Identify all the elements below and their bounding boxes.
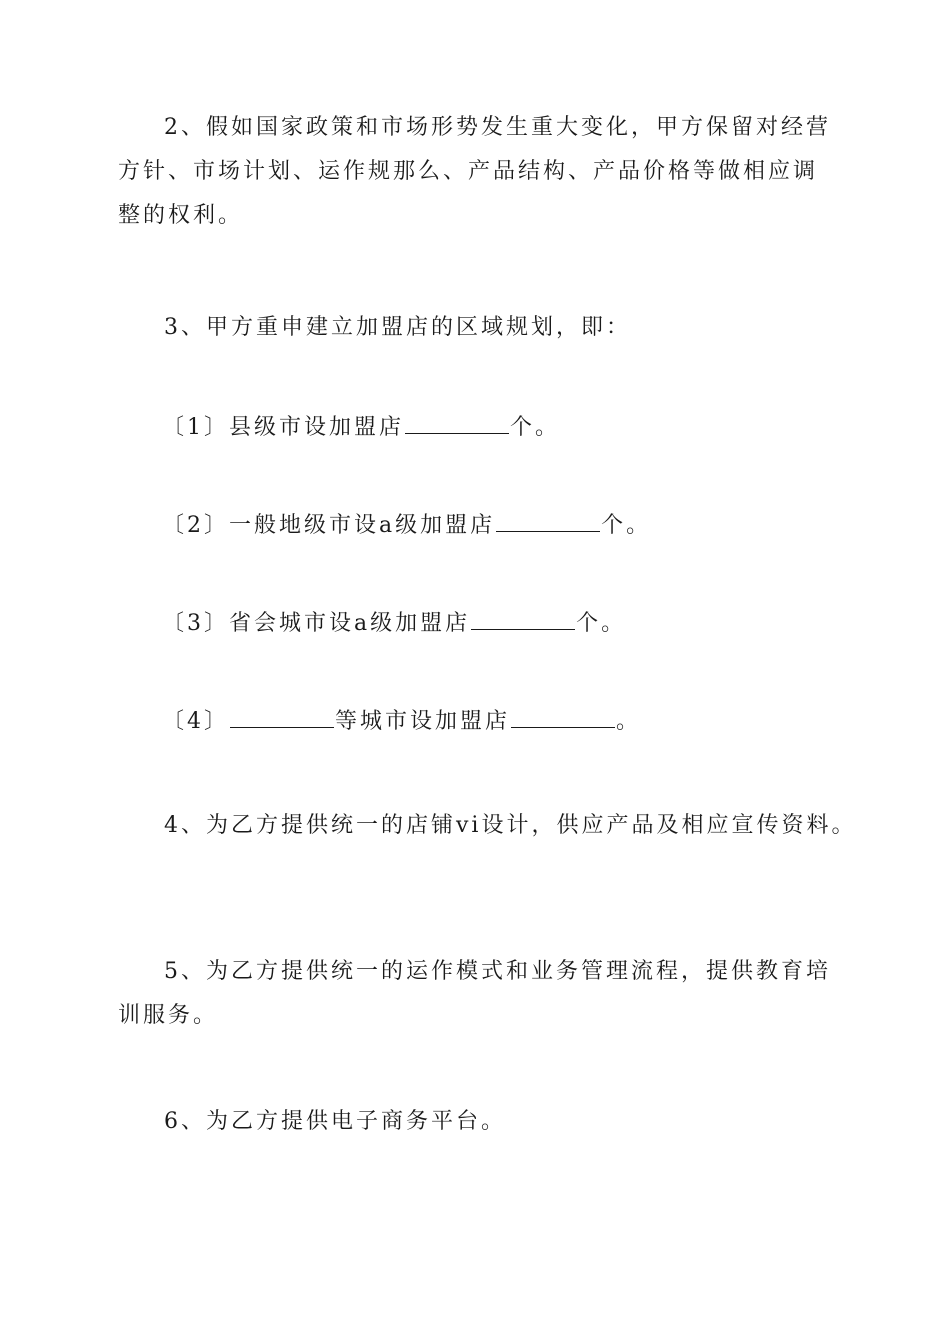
fill-blank [496,505,600,532]
fill-blank [471,603,575,630]
clause-5-text: 5、为乙方提供统一的运作模式和业务管理流程，提供教育培训服务。 [118,959,831,1028]
clause-2 [118,106,838,238]
fill-blank [405,407,509,434]
region-item-1: 〔1〕县级市设加盟店 个。 [162,406,560,450]
clause-4 [118,804,858,848]
region-item-2: 〔2〕一般地级市设a级加盟店 个。 [162,504,651,548]
clause-3 [118,306,838,350]
fill-blank [511,701,615,728]
region-item-4: 〔4〕 等城市设加盟店 。 [162,700,641,744]
clause-6 [118,1100,838,1144]
clause-4-text: 4、为乙方提供统一的店铺vi设计，供应产品及相应宣传资料。 [164,813,857,838]
fill-blank [230,701,334,728]
clause-3-text: 3、甲方重申建立加盟店的区域规划，即： [164,315,631,340]
clause-2-text: 2、假如国家政策和市场形势发生重大变化，甲方保留对经营方针、市场计划、运作规那么、产品结构、产品价格等做相应调整的权利。 [118,115,831,228]
clause-5 [118,950,838,1038]
region-item-3: 〔3〕省会城市设a级加盟店 个。 [162,602,626,646]
clause-6-text: 6、为乙方提供电子商务平台。 [164,1109,506,1134]
